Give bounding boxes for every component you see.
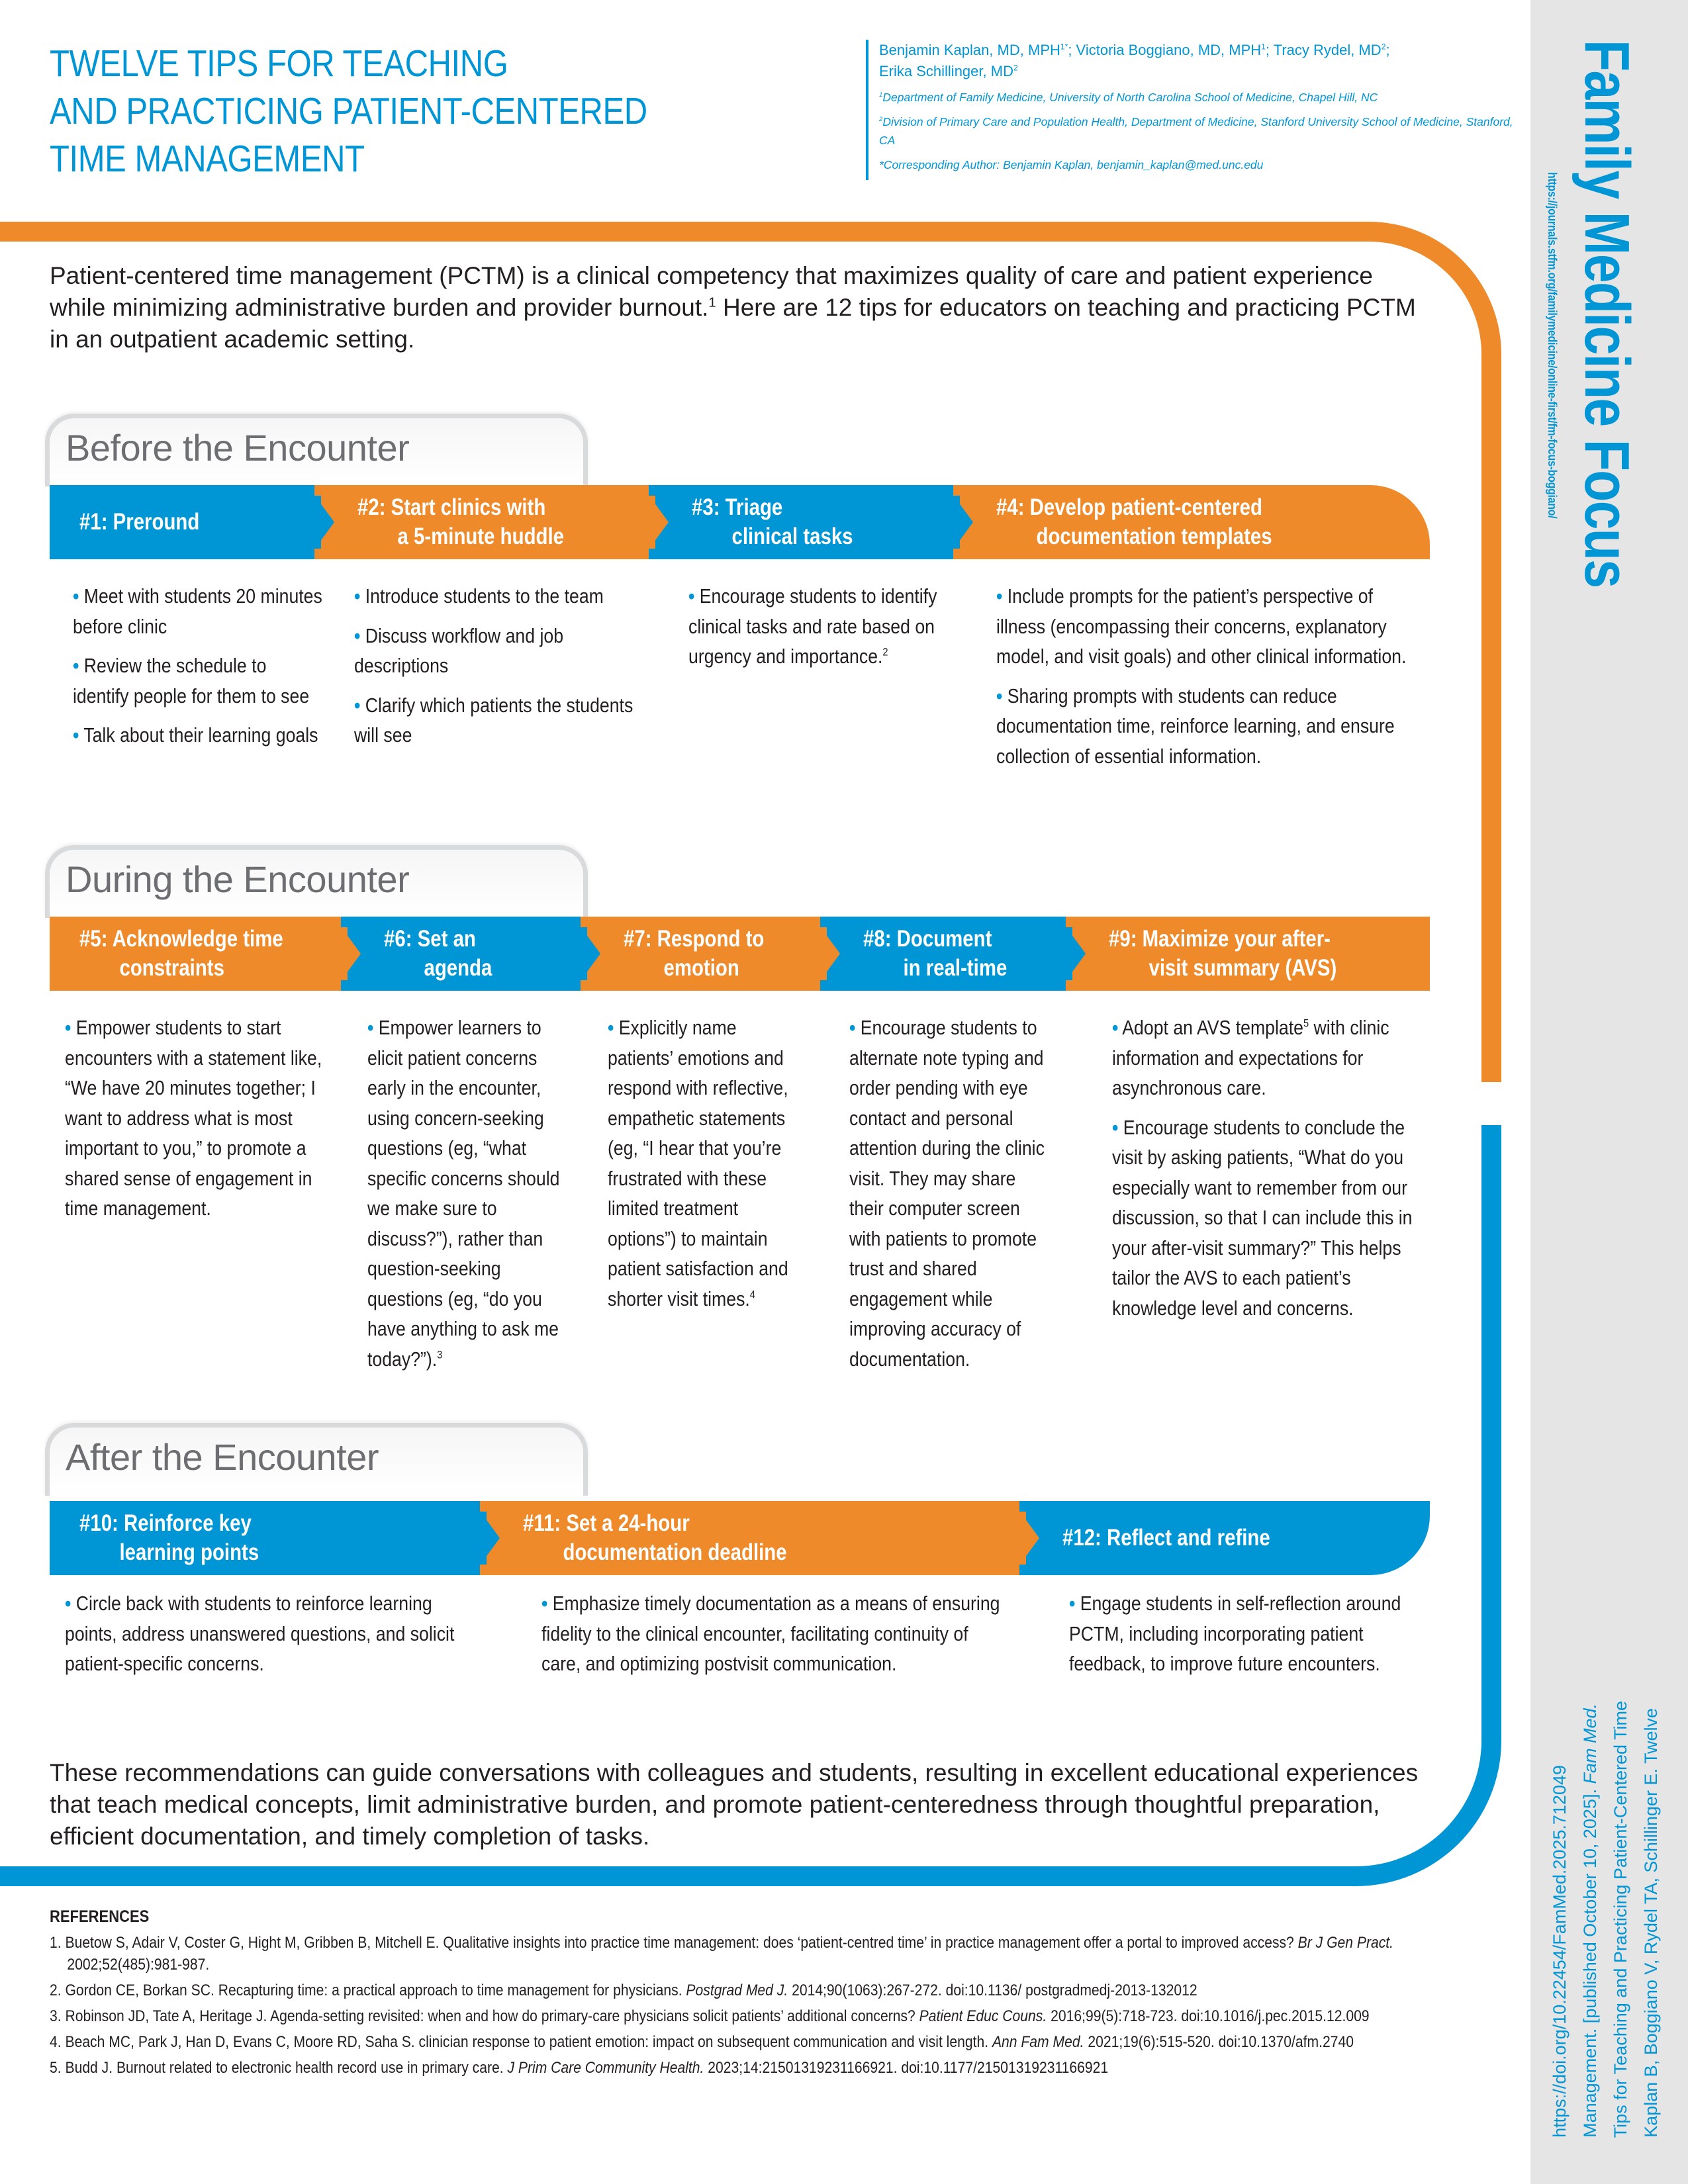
title-line-2: AND PRACTICING PATIENT-CENTERED [50, 90, 647, 132]
tip-bullets [1069, 1588, 1470, 1688]
bullet-item [1069, 1588, 1413, 1679]
reference-item [50, 1932, 1448, 1976]
article-url-link[interactable]: https://journals.stfm.org/familymedicine/online-first/fm-focus-boggiano/ [1546, 172, 1560, 519]
bullet-icon: • [367, 1016, 374, 1039]
bullet-icon: • [73, 584, 79, 608]
bullet-icon: • [541, 1592, 548, 1615]
tip-bullets [65, 1013, 373, 1233]
references-section [50, 1906, 1506, 2083]
intro-paragraph [50, 260, 1427, 355]
intro-text-b: Here are 12 tips for educators on teaching and practicing PCTM in an outpatient academic setting. [50, 294, 1416, 353]
step-header [314, 485, 649, 559]
tip-bullets [996, 581, 1489, 780]
reference-item [50, 1979, 1448, 2001]
step-label-line-1: #5: Acknowledge time [79, 926, 283, 952]
step-label-line-1: #11: Set a 24-hour [523, 1510, 690, 1536]
reference-details: 2002;52(485):981-987. [67, 1956, 210, 1974]
step-header [649, 485, 953, 559]
step-label [523, 1509, 787, 1567]
reference-journal: Ann Fam Med. [992, 2033, 1084, 2051]
chevron-right-icon [485, 1518, 500, 1558]
step-label-line-1: #6: Set an [384, 926, 476, 952]
bullet-item [354, 621, 645, 681]
author-1-sup: 1* [1060, 42, 1068, 52]
bullet-text: Adopt an AVS template [1118, 1016, 1303, 1039]
tip-bullets-inner [367, 1013, 566, 1374]
reference-journal: Postgrad Med J. [686, 1981, 788, 1999]
bullet-item [541, 1588, 1005, 1679]
step-header [480, 1501, 1019, 1575]
bullet-text: Talk about their learning goals [79, 723, 318, 747]
bullet-icon: • [73, 723, 79, 747]
step-label-line-2: in real-time [903, 955, 1008, 981]
step-label [79, 925, 283, 983]
reference-journal: Patient Educ Couns. [919, 2007, 1047, 2025]
references-inner [50, 1906, 1448, 2079]
step-header [341, 917, 581, 991]
tip-bullets-inner [688, 581, 953, 672]
page-title [50, 40, 733, 183]
section-title: After the Encounter [66, 1436, 379, 1478]
step-label [624, 925, 764, 983]
bullet-item [688, 581, 953, 672]
affiliation-1-text: Department of Family Medicine, University of North Carolina School of Medicine, Chapel Hill, NC [882, 91, 1378, 104]
citation-doi-link[interactable]: https://doi.org/10.22454/FamMed.2025.712049 [1550, 1765, 1570, 2138]
tip-bullets-inner [849, 1013, 1048, 1374]
bullet-text: Encourage students to alternate note typing and order pending with eye contact and personal attention during the clinic visit. They may share their computer screen with patients to promote trust and shared engagement while improving accuracy of documentation. [849, 1016, 1045, 1371]
bullet-item [73, 581, 324, 641]
tip-bullets [849, 1013, 1080, 1383]
section-title: Before the Encounter [66, 427, 410, 469]
title-line-3: TIME MANAGEMENT [50, 138, 365, 180]
bullet-text: Circle back with students to reinforce learning points, address unanswered questions, and solicit patient-specific concerns. [65, 1592, 455, 1675]
author-3-sup: 2 [1381, 42, 1386, 52]
tip-bullets-inner [541, 1588, 1005, 1679]
bullet-icon: • [354, 584, 361, 608]
tip-bullets-inner [73, 581, 324, 751]
bullet-item [1112, 1113, 1417, 1324]
tip-bullets [65, 1588, 527, 1688]
bullet-item [65, 1013, 330, 1224]
step-label-line-2: agenda [424, 955, 492, 981]
step-label-line-1: #1: Preround [79, 509, 200, 535]
tip-bullets [73, 581, 365, 760]
reference-sup: 2 [882, 645, 888, 659]
bullet-item [354, 690, 645, 751]
tip-bullets [688, 581, 996, 681]
step-header [1066, 917, 1430, 991]
section-tab [45, 1423, 588, 1496]
reference-journal: Br J Gen Pract. [1297, 1934, 1394, 1952]
step-label-line-2: visit summary (AVS) [1149, 955, 1337, 981]
affiliation-2-text: Division of Primary Care and Population Health, Department of Medicine, Stanford University School of Medicine, Stanford, CA [879, 115, 1513, 147]
step-label-line-1: #7: Respond to [624, 926, 765, 952]
affiliation-1-sup: 1 [879, 91, 883, 99]
reference-sup: 5 [1303, 1017, 1309, 1030]
reference-text: 3. Robinson JD, Tate A, Heritage J. Agenda-setting revisited: when and how do primary-care physicians solicit patients’ additional concerns? [50, 2007, 919, 2025]
section-title: During the Encounter [66, 858, 410, 900]
bullet-icon: • [996, 684, 1003, 707]
author-4: Erika Schillinger, MD [879, 63, 1013, 79]
step-header [50, 917, 341, 991]
tip-bullets [367, 1013, 598, 1383]
chevron-right-icon [654, 502, 669, 542]
step-label [1062, 1524, 1270, 1553]
reference-sup: 3 [437, 1348, 443, 1361]
step-label-line-2: constraints [119, 955, 224, 981]
tip-bullets-inner [1112, 1013, 1417, 1323]
bullet-text: Clarify which patients the students will see [354, 693, 633, 747]
brand-title: Family Medicine Focus [1571, 40, 1642, 588]
bullet-text: Include prompts for the patient’s perspective of illness (encompassing their concerns, explanatory model, and visit goals) and other clinical information. [996, 584, 1407, 668]
bullet-icon: • [1112, 1016, 1119, 1039]
chevron-right-icon [586, 934, 600, 974]
bullet-text: Encourage students to conclude the visit by asking patients, “What do you especially want to remember from our discussion, so that I can include this in your after-visit summary?” This helps tailor the AVS to each patient’s knowledge level and concerns. [1112, 1115, 1413, 1320]
step-header [50, 485, 314, 559]
bullet-text: Meet with students 20 minutes before clinic [73, 584, 322, 638]
author-sep: ; [1385, 42, 1390, 58]
reference-journal: J Prim Care Community Health. [507, 2059, 704, 2077]
affiliation-2-sup: 2 [879, 116, 883, 124]
tip-bullets [354, 581, 693, 760]
reference-text: 1. Buetow S, Adair V, Coster G, Hight M, Gribben B, Mitchell E. Qualitative insights into practice time management: does ‘patient-centred time’ in practice management offer a portal to improved access? [50, 1934, 1298, 1952]
reference-details: 2016;99(5):718-723. doi:10.1016/j.pec.2015.12.009 [1047, 2007, 1370, 2025]
step-label [79, 1509, 259, 1567]
bullet-icon: • [354, 693, 361, 717]
bullet-text: Emphasize timely documentation as a means of ensuring fidelity to the clinical encounter, facilitating continuity of care, and optimizing postvisit communication. [541, 1592, 1000, 1675]
tip-bullets-inner [608, 1013, 806, 1314]
step-label [692, 493, 853, 551]
bullet-item [354, 581, 645, 612]
tip-bullets [541, 1588, 1080, 1688]
tip-bullets-inner [65, 1588, 462, 1679]
step-label-line-1: #3: Triage [692, 494, 783, 520]
bullet-item [849, 1013, 1048, 1374]
step-label [384, 925, 492, 983]
bullet-item [608, 1013, 806, 1314]
step-label [996, 493, 1272, 551]
reference-item [50, 2057, 1448, 2079]
reference-item [50, 2005, 1448, 2027]
citation-line-3 [1577, 1704, 1603, 2138]
author-3: ; Tracy Rydel, MD [1265, 42, 1382, 58]
reference-text: 2. Gordon CE, Borkan SC. Recapturing time: a practical approach to time management for physicians. [50, 1981, 686, 1999]
step-label-line-1: #12: Reflect and refine [1062, 1525, 1270, 1551]
step-label-line-1: #2: Start clinics with [357, 494, 546, 520]
step-label-line-2: a 5-minute huddle [397, 523, 565, 549]
bullet-item [73, 720, 324, 751]
tip-bullets [608, 1013, 839, 1323]
author-2-sup: 1 [1261, 42, 1266, 52]
bullet-item [996, 581, 1420, 672]
title-line-1: TWELVE TIPS FOR TEACHING [50, 42, 508, 85]
step-label-line-2: clinical tasks [731, 523, 853, 549]
chevron-right-icon [959, 502, 973, 542]
bullet-text: Empower students to start encounters with a statement like, “We have 20 minutes together; I want to address what is most important to you,” to promote a shared sense of engagement in time management. [65, 1016, 322, 1220]
bullet-text: Empower learners to elicit patient concerns early in the encounter, using concern-seeking questions (eg, “what specific concerns should we make sure to discuss?”), rather than question-seeking questions (eg, “do you have anything to ask me today?”). [367, 1016, 560, 1371]
step-label-line-2: emotion [663, 955, 739, 981]
bullet-icon: • [1069, 1592, 1076, 1615]
authors-block [866, 40, 1515, 180]
bullet-text: Review the schedule to identify people for them to see [73, 654, 310, 707]
affiliation-2 [879, 113, 1515, 150]
step-label-line-2: documentation templates [1036, 523, 1272, 549]
chevron-right-icon [825, 934, 840, 974]
chevron-right-icon [1025, 1518, 1039, 1558]
step-label [357, 493, 564, 551]
bullet-text: Sharing prompts with students can reduce documentation time, reinforce learning, and ensure collection of essential information. [996, 684, 1395, 768]
step-label [863, 925, 1007, 983]
intro-ref-sup: 1 [708, 295, 716, 310]
bullet-text: Encourage students to identify clinical tasks and rate based on urgency and importance. [688, 584, 937, 668]
reference-text: 4. Beach MC, Park J, Han D, Evans C, Moore RD, Saha S. clinician response to patient emotion: impact on subsequent communication and visit length. [50, 2033, 992, 2051]
bullet-icon: • [73, 654, 79, 677]
bullet-icon: • [1112, 1115, 1119, 1139]
citation-line-3-text: Management. [published October 10, 2025]. [1580, 1784, 1600, 2138]
reference-text: 5. Budd J. Burnout related to electronic health record use in primary care. [50, 2059, 508, 2077]
bullet-item [65, 1588, 462, 1679]
chevron-right-icon [1071, 934, 1086, 974]
bullet-item [1112, 1013, 1417, 1103]
author-4-sup: 2 [1013, 63, 1018, 73]
bullet-item [73, 651, 324, 711]
reference-details: 2014;90(1063):267-272. doi:10.1136/ postgradmedj-2013-132012 [788, 1981, 1197, 1999]
section-tab [45, 414, 588, 486]
bullet-text-tail: with clinic information and expectations for asynchronous care. [1112, 1016, 1389, 1099]
author-list [879, 40, 1515, 82]
tip-bullets-inner [996, 581, 1420, 771]
chevron-right-icon [320, 502, 334, 542]
tip-bullets-inner [354, 581, 645, 751]
step-label-line-1: #4: Develop patient-centered [996, 494, 1262, 520]
tip-bullets [1112, 1013, 1466, 1332]
author-1: Benjamin Kaplan, MD, MPH [879, 42, 1060, 58]
reference-details: 2021;19(6):515-520. doi:10.1370/afm.2740 [1084, 2033, 1354, 2051]
bullet-text: Explicitly name patients’ emotions and respond with reflective, empathetic statements (eg, “I hear that you’re frustrated with these limited treatment options”) to maintain patient satisfaction and shorter visit times. [608, 1016, 788, 1310]
bullet-icon: • [354, 623, 361, 647]
step-label-line-1: #8: Document [863, 926, 992, 952]
reference-sup: 4 [749, 1288, 755, 1301]
bullet-icon: • [688, 584, 695, 608]
reference-item [50, 2031, 1448, 2053]
step-label-line-1: #10: Reinforce key [79, 1510, 252, 1536]
bullet-item [996, 681, 1420, 772]
chevron-right-icon [346, 934, 361, 974]
closing-paragraph: These recommendations can guide conversations with colleagues and students, resulting in excellent educational experiences that teach medical concepts, limit administrative burden, and promote patient-centeredness through thoughtful preparation, efficient documentation, and timely completion of tasks. [50, 1759, 1419, 1850]
step-header [50, 1501, 480, 1575]
step-header [1019, 1501, 1430, 1575]
bullet-icon: • [996, 584, 1003, 608]
step-header [581, 917, 820, 991]
bullet-icon: • [65, 1016, 71, 1039]
tip-bullets-inner [65, 1013, 330, 1224]
step-label [1109, 925, 1336, 983]
section-tab [45, 845, 588, 918]
step-label [79, 508, 199, 537]
bullet-icon: • [608, 1016, 614, 1039]
affiliation-1 [879, 88, 1515, 107]
citation-journal: Fam Med. [1580, 1704, 1600, 1784]
intro-text-a: Patient-centered time management (PCTM) is a clinical competency that maximizes quality of care and patient experience while minimizing administrative burden and provider burnout. [50, 262, 1373, 321]
tip-bullets-inner [1069, 1588, 1413, 1679]
citation-line-2: Tips for Teaching and Practicing Patient-Centered Time [1611, 1700, 1630, 2138]
author-2: ; Victoria Boggiano, MD, MPH [1068, 42, 1262, 58]
references-list [50, 1932, 1448, 2079]
bullet-icon: • [849, 1016, 856, 1039]
bullet-icon: • [65, 1592, 71, 1615]
step-header [820, 917, 1066, 991]
citation-line-1: Kaplan B, Boggiano V, Rydel TA, Schillinger E. Twelve [1641, 1708, 1661, 2138]
step-label-line-1: #9: Maximize your after- [1109, 926, 1331, 952]
bullet-text: Engage students in self-reflection around PCTM, including incorporating patient feedback, to improve future encounters. [1069, 1592, 1401, 1675]
bullet-text: Introduce students to the team [360, 584, 604, 608]
references-heading: REFERENCES [50, 1907, 150, 1926]
bullet-item [367, 1013, 566, 1374]
reference-details: 2023;14:21501319231166921. doi:10.1177/21501319231166921 [704, 2059, 1109, 2077]
bullet-text: Discuss workflow and job descriptions [354, 623, 564, 677]
step-label-line-2: documentation deadline [563, 1539, 787, 1565]
step-header [953, 485, 1430, 559]
corresponding-author: *Corresponding Author: Benjamin Kaplan, benjamin_kaplan@med.unc.edu [879, 158, 1264, 171]
step-label-line-2: learning points [119, 1539, 259, 1565]
